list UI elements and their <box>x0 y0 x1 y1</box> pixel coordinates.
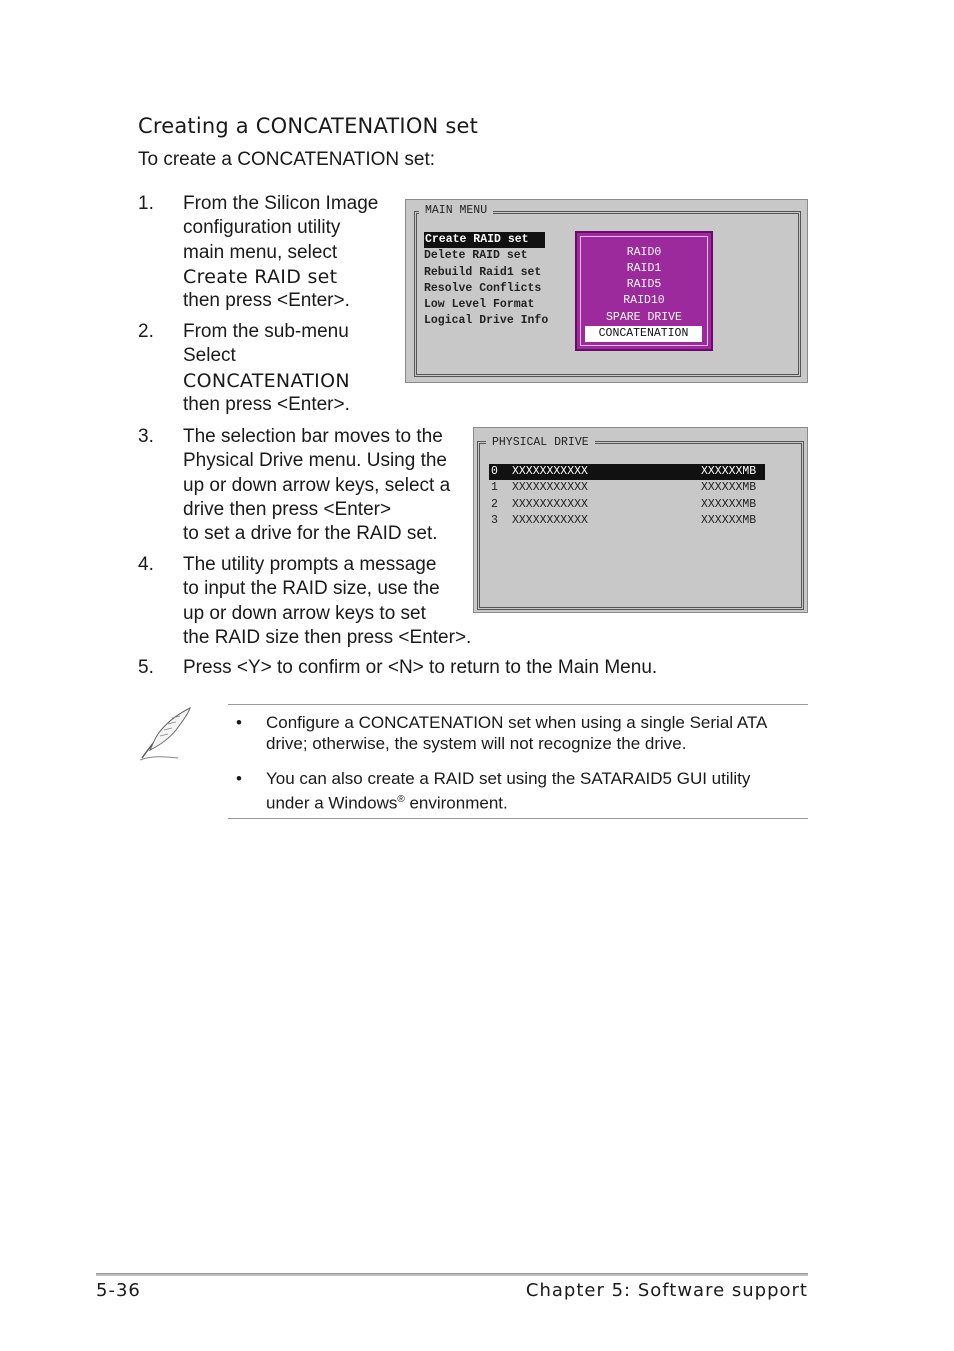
physical-drive-title: PHYSICAL DRIVE <box>486 436 595 449</box>
bullet-line <box>266 789 750 814</box>
step-line: Press <Y> to confirm or <N> to return to the Main Menu. <box>183 657 658 678</box>
menu-item-logical-drive-info[interactable]: Logical Drive Info <box>424 314 549 327</box>
drive-size: XXXXXXMB <box>701 481 757 494</box>
drive-index: 1 <box>491 481 498 494</box>
drive-index: 0 <box>491 465 498 478</box>
menu-item-create-raid-set[interactable]: Create RAID set <box>424 232 545 248</box>
submenu-item-spare-drive[interactable]: SPARE DRIVE <box>606 311 682 324</box>
menu-item-delete-raid-set[interactable]: Delete RAID set <box>424 249 528 262</box>
step-line: Select <box>183 345 236 367</box>
drive-name: XXXXXXXXXXX <box>512 514 588 527</box>
step-line: up or down arrow keys to set <box>183 602 426 624</box>
step-line: The selection bar moves to the <box>183 426 443 447</box>
drive-index: 3 <box>491 514 498 527</box>
step-text <box>183 656 657 680</box>
step-line: to set a drive for the RAID set. <box>183 523 438 545</box>
drive-name: XXXXXXXXXXX <box>512 465 588 478</box>
menu-command-text: CONCATENATION <box>183 369 350 392</box>
note-feather-icon <box>138 704 196 762</box>
step-text <box>183 425 450 546</box>
step-line: the RAID size then press <Enter>. <box>183 626 472 648</box>
step-number: 3. <box>138 426 154 447</box>
submenu-item-raid5[interactable]: RAID5 <box>626 278 662 291</box>
bullet-text <box>266 712 767 754</box>
main-menu-screen <box>405 199 808 383</box>
drive-index: 2 <box>491 498 498 511</box>
note-bottom-rule <box>228 818 808 819</box>
bullet-line: You can also create a RAID set using the SATARAID5 GUI utility <box>266 769 751 788</box>
physical-drive-screen <box>473 427 808 613</box>
menu-item-low-level-format[interactable]: Low Level Format <box>424 298 535 311</box>
step-line: configuration utility <box>183 217 341 239</box>
step-line: then press <Enter>. <box>183 290 350 312</box>
step-text <box>183 553 471 650</box>
step-line: up or down arrow keys, select a <box>183 474 451 496</box>
step-line: From the sub-menu <box>183 321 349 342</box>
step-line: drive then press <Enter> <box>183 498 392 520</box>
drive-row-1[interactable] <box>489 480 765 496</box>
bullet-dot: • <box>236 713 242 732</box>
drive-row-0[interactable] <box>489 464 765 480</box>
step-line: main menu, select <box>183 241 338 263</box>
step-line: From the Silicon Image <box>183 193 379 214</box>
step-line: then press <Enter>. <box>183 393 350 415</box>
step-line: to input the RAID size, use the <box>183 578 440 600</box>
bullet-line: drive; otherwise, the system will not recognize the drive. <box>266 734 687 753</box>
bullet-line-part: environment. <box>404 793 508 813</box>
bullet-line-part: under a Windows <box>266 793 398 813</box>
submenu-item-raid10[interactable]: RAID10 <box>623 294 665 307</box>
main-menu-title: MAIN MENU <box>419 204 493 217</box>
menu-item-rebuild-raid1-set[interactable]: Rebuild Raid1 set <box>424 266 542 279</box>
step-line: Physical Drive menu. Using the <box>183 450 447 472</box>
intro-text: To create a CONCATENATION set: <box>138 149 436 170</box>
bullet-text <box>266 768 750 814</box>
step-text <box>183 192 378 313</box>
submenu-item-concatenation[interactable]: CONCATENATION <box>585 326 702 342</box>
drive-name: XXXXXXXXXXX <box>512 481 588 494</box>
step-number: 1. <box>138 193 154 214</box>
drive-name: XXXXXXXXXXX <box>512 498 588 511</box>
step-text <box>183 320 350 417</box>
drive-row-2[interactable] <box>489 497 765 513</box>
step-number: 5. <box>138 657 154 678</box>
bullet-dot: • <box>236 769 242 788</box>
bullet-line: Configure a CONCATENATION set when using a single Serial ATA <box>266 713 768 732</box>
submenu-item-raid1[interactable]: RAID1 <box>626 262 662 275</box>
drive-row-3[interactable] <box>489 513 765 529</box>
step-line: The utility prompts a message <box>183 554 437 575</box>
drive-size: XXXXXXMB <box>701 498 757 511</box>
submenu-item-raid0[interactable]: RAID0 <box>626 246 662 259</box>
menu-item-resolve-conflicts[interactable]: Resolve Conflicts <box>424 282 542 295</box>
section-heading: Creating a CONCATENATION set <box>138 114 479 138</box>
registered-mark: ® <box>397 794 405 805</box>
footer-rule <box>96 1273 808 1276</box>
note-top-rule <box>228 704 808 705</box>
drive-size: XXXXXXMB <box>701 465 757 478</box>
page-number: 5-36 <box>96 1280 141 1301</box>
chapter-title: Chapter 5: Software support <box>525 1280 808 1301</box>
raid-type-submenu <box>575 231 713 351</box>
menu-command-text: Create RAID set <box>183 265 338 288</box>
step-number: 4. <box>138 554 154 575</box>
step-number: 2. <box>138 321 154 342</box>
drive-size: XXXXXXMB <box>701 514 757 527</box>
